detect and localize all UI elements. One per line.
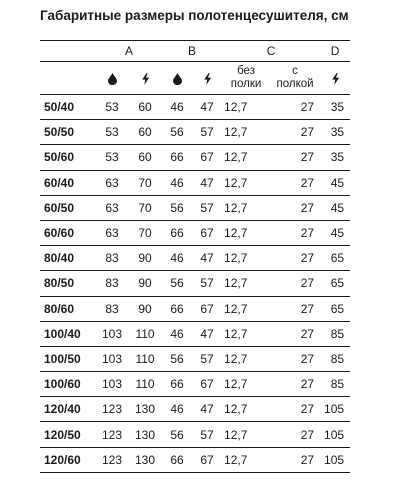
table-body — [40, 41, 350, 473]
value-cell-a2: 90 — [128, 271, 162, 296]
value-cell-c2: 27 — [270, 397, 320, 422]
value-cell-b1: 66 — [162, 220, 192, 245]
value-cell-a2: 110 — [128, 372, 162, 397]
sub-header-b-water — [162, 62, 192, 95]
value-cell-a1: 103 — [96, 346, 128, 371]
value-cell-c1: 12,7 — [222, 346, 270, 371]
value-cell-b2: 57 — [192, 422, 222, 447]
table-row — [40, 271, 350, 296]
sub-header-c-without-shelf — [222, 62, 270, 95]
table-row — [40, 246, 350, 271]
value-cell-c1: 12,7 — [222, 246, 270, 271]
group-header-a: A — [96, 41, 162, 62]
corner-cell — [40, 62, 96, 95]
model-size-cell: 100/40 — [40, 321, 96, 346]
value-cell-b2: 67 — [192, 296, 222, 321]
value-cell-c2: 27 — [270, 422, 320, 447]
value-cell-c2: 27 — [270, 195, 320, 220]
value-cell-d: 85 — [320, 346, 350, 371]
value-cell-b2: 47 — [192, 321, 222, 346]
value-cell-a1: 63 — [96, 195, 128, 220]
value-cell-a2: 70 — [128, 220, 162, 245]
value-cell-b1: 56 — [162, 271, 192, 296]
value-cell-a1: 53 — [96, 145, 128, 170]
value-cell-b1: 46 — [162, 95, 192, 120]
lightning-icon — [141, 73, 150, 85]
lightning-icon — [203, 73, 212, 85]
value-cell-b1: 46 — [162, 397, 192, 422]
value-cell-b2: 67 — [192, 145, 222, 170]
table-row — [40, 321, 350, 346]
model-size-cell: 60/40 — [40, 170, 96, 195]
value-cell-b2: 67 — [192, 372, 222, 397]
value-cell-c2: 27 — [270, 170, 320, 195]
value-cell-c2: 27 — [270, 296, 320, 321]
document-title: Габаритные размеры полотенцесушителя, см — [40, 8, 349, 23]
value-cell-a1: 103 — [96, 372, 128, 397]
sub-header-c1-line2: полки — [230, 78, 262, 90]
sub-header-c1-line1: без — [237, 65, 255, 77]
value-cell-a2: 130 — [128, 422, 162, 447]
value-cell-c2: 27 — [270, 220, 320, 245]
value-cell-c2: 27 — [270, 346, 320, 371]
sub-header-d-electric — [320, 62, 350, 95]
value-cell-a2: 130 — [128, 397, 162, 422]
value-cell-a2: 60 — [128, 95, 162, 120]
value-cell-d: 85 — [320, 372, 350, 397]
table-row — [40, 145, 350, 170]
value-cell-d: 65 — [320, 246, 350, 271]
model-size-cell: 60/60 — [40, 220, 96, 245]
value-cell-a2: 110 — [128, 346, 162, 371]
value-cell-c1: 12,7 — [222, 296, 270, 321]
table-row — [40, 120, 350, 145]
value-cell-b1: 46 — [162, 246, 192, 271]
value-cell-b2: 57 — [192, 346, 222, 371]
value-cell-c1: 12,7 — [222, 397, 270, 422]
value-cell-c2: 27 — [270, 372, 320, 397]
model-size-cell: 60/50 — [40, 195, 96, 220]
value-cell-c1: 12,7 — [222, 195, 270, 220]
value-cell-b1: 46 — [162, 170, 192, 195]
value-cell-c1: 12,7 — [222, 120, 270, 145]
model-size-cell: 80/40 — [40, 246, 96, 271]
value-cell-c2: 27 — [270, 95, 320, 120]
sub-header-b-electric — [192, 62, 222, 95]
sub-header-c2-line1: с — [292, 65, 298, 77]
table-row — [40, 195, 350, 220]
value-cell-d: 85 — [320, 321, 350, 346]
sub-header-c2-line2: полкой — [276, 78, 314, 90]
value-cell-c1: 12,7 — [222, 372, 270, 397]
model-size-cell: 100/50 — [40, 346, 96, 371]
group-header-b: B — [162, 41, 222, 62]
value-cell-c1: 12,7 — [222, 145, 270, 170]
table-row — [40, 372, 350, 397]
corner-cell — [40, 41, 96, 62]
value-cell-c2: 27 — [270, 145, 320, 170]
sub-header-row — [40, 62, 350, 95]
value-cell-c1: 12,7 — [222, 271, 270, 296]
value-cell-a1: 53 — [96, 95, 128, 120]
value-cell-a1: 63 — [96, 220, 128, 245]
value-cell-b2: 47 — [192, 397, 222, 422]
group-header-row — [40, 41, 350, 62]
value-cell-d: 35 — [320, 120, 350, 145]
table-row — [40, 422, 350, 447]
model-size-cell: 120/40 — [40, 397, 96, 422]
value-cell-b2: 57 — [192, 120, 222, 145]
value-cell-a2: 60 — [128, 120, 162, 145]
water-drop-icon — [108, 73, 117, 85]
value-cell-b1: 56 — [162, 120, 192, 145]
model-size-cell: 100/60 — [40, 372, 96, 397]
value-cell-b2: 47 — [192, 246, 222, 271]
table-row — [40, 170, 350, 195]
value-cell-b1: 46 — [162, 321, 192, 346]
value-cell-b2: 47 — [192, 95, 222, 120]
value-cell-c2: 27 — [270, 321, 320, 346]
value-cell-a1: 123 — [96, 447, 128, 472]
value-cell-d: 105 — [320, 447, 350, 472]
value-cell-c2: 27 — [270, 447, 320, 472]
value-cell-c1: 12,7 — [222, 321, 270, 346]
value-cell-b1: 56 — [162, 346, 192, 371]
value-cell-d: 35 — [320, 95, 350, 120]
value-cell-a1: 83 — [96, 271, 128, 296]
value-cell-b2: 67 — [192, 220, 222, 245]
value-cell-c1: 12,7 — [222, 220, 270, 245]
model-size-cell: 50/50 — [40, 120, 96, 145]
sub-header-a-water — [96, 62, 128, 95]
value-cell-b2: 57 — [192, 195, 222, 220]
value-cell-a1: 83 — [96, 296, 128, 321]
value-cell-c2: 27 — [270, 271, 320, 296]
value-cell-c1: 12,7 — [222, 422, 270, 447]
value-cell-a1: 123 — [96, 397, 128, 422]
model-size-cell: 80/50 — [40, 271, 96, 296]
value-cell-d: 45 — [320, 195, 350, 220]
table-row — [40, 346, 350, 371]
lightning-icon — [331, 73, 340, 85]
group-header-c: C — [222, 41, 320, 62]
model-size-cell: 50/60 — [40, 145, 96, 170]
value-cell-b1: 66 — [162, 296, 192, 321]
value-cell-b2: 57 — [192, 271, 222, 296]
value-cell-b1: 66 — [162, 447, 192, 472]
group-header-d: D — [320, 41, 350, 62]
value-cell-d: 65 — [320, 296, 350, 321]
value-cell-d: 105 — [320, 397, 350, 422]
table-row — [40, 447, 350, 472]
model-size-cell: 120/50 — [40, 422, 96, 447]
value-cell-a2: 90 — [128, 296, 162, 321]
value-cell-c1: 12,7 — [222, 170, 270, 195]
value-cell-b2: 67 — [192, 447, 222, 472]
value-cell-a2: 70 — [128, 170, 162, 195]
value-cell-a1: 83 — [96, 246, 128, 271]
value-cell-c2: 27 — [270, 246, 320, 271]
sub-header-a-electric — [128, 62, 162, 95]
water-drop-icon — [173, 73, 182, 85]
table-row — [40, 220, 350, 245]
sub-header-c-with-shelf — [270, 62, 320, 95]
value-cell-d: 35 — [320, 145, 350, 170]
value-cell-a1: 53 — [96, 120, 128, 145]
value-cell-d: 45 — [320, 170, 350, 195]
table-row — [40, 95, 350, 120]
value-cell-b1: 56 — [162, 195, 192, 220]
value-cell-c1: 12,7 — [222, 447, 270, 472]
value-cell-a1: 103 — [96, 321, 128, 346]
value-cell-b2: 47 — [192, 170, 222, 195]
value-cell-d: 65 — [320, 271, 350, 296]
value-cell-d: 45 — [320, 220, 350, 245]
dimensions-table — [40, 40, 350, 473]
value-cell-a1: 63 — [96, 170, 128, 195]
value-cell-a1: 123 — [96, 422, 128, 447]
value-cell-b1: 66 — [162, 145, 192, 170]
value-cell-c2: 27 — [270, 120, 320, 145]
value-cell-a2: 90 — [128, 246, 162, 271]
model-size-cell: 80/60 — [40, 296, 96, 321]
value-cell-b1: 56 — [162, 422, 192, 447]
model-size-cell: 120/60 — [40, 447, 96, 472]
value-cell-c1: 12,7 — [222, 95, 270, 120]
value-cell-a2: 110 — [128, 321, 162, 346]
model-size-cell: 50/40 — [40, 95, 96, 120]
value-cell-a2: 60 — [128, 145, 162, 170]
table-row — [40, 296, 350, 321]
value-cell-a2: 130 — [128, 447, 162, 472]
value-cell-d: 105 — [320, 422, 350, 447]
table-row — [40, 397, 350, 422]
value-cell-b1: 66 — [162, 372, 192, 397]
value-cell-a2: 70 — [128, 195, 162, 220]
